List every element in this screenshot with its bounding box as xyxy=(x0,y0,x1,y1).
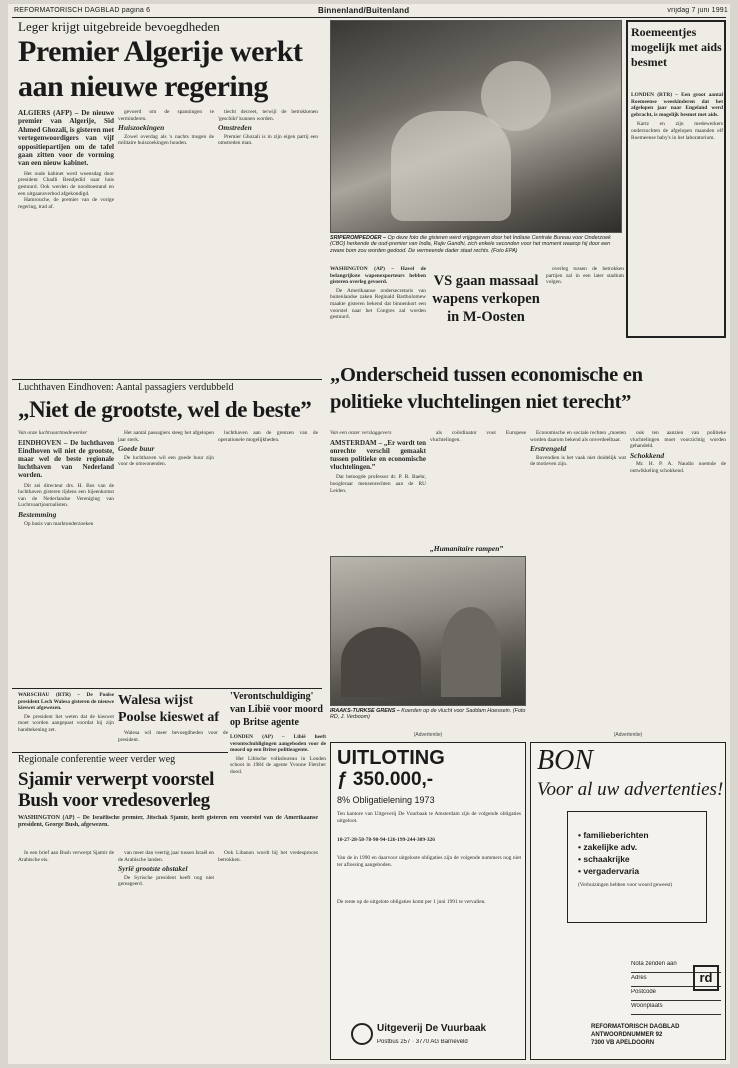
vluchtelingen-body-right: Economische en sociale rechten „moeten worden daarom bekend als onverdeelbaar. xyxy=(530,430,626,443)
eindhoven-subhead-bestemming: Bestemming xyxy=(18,509,57,519)
algeria-col-1 xyxy=(18,109,114,374)
walesa-col-1 xyxy=(18,692,114,750)
ad-bon-bullet-2-text: zakelijke adv. xyxy=(583,842,638,852)
walesa-dateline: WARSCHAU (RTR) – xyxy=(18,692,80,698)
vuurbaak-logo-icon xyxy=(351,1023,373,1045)
libie-headline-3: op Britse agente xyxy=(230,717,299,728)
walesa-col-2: Walesa wil meer bevoegdheden voor de president. xyxy=(118,730,228,743)
walesa-headline xyxy=(118,692,228,728)
ad-bon-line-1: BON xyxy=(537,745,593,776)
middle-rule xyxy=(12,688,322,689)
vluchtelingen-headline-1: „Onderscheid tussen economische en xyxy=(330,364,643,386)
algeria-kicker: Leger krijgt uitgebreide bevoegdheden xyxy=(18,19,220,34)
vluchtelingen-headline xyxy=(330,362,726,426)
roemeenties-body xyxy=(631,92,723,334)
ad-uitloting-bond: 8% Obligatielening 1973 xyxy=(337,795,435,805)
gandhi-caption xyxy=(330,235,622,261)
koerden-caption-text: Koerden op de vlucht voor Saddam Hoessein. (Foto RD, J. Verboom) xyxy=(330,708,526,721)
ad-bon-bullet-4: • vergadervaria xyxy=(578,866,640,876)
vluchtelingen-headline-2: politieke vluchtelingen niet terecht” xyxy=(330,391,632,413)
walesa-headline-1: Walesa wijst xyxy=(118,693,194,708)
folio-center: Binnenland/Buitenland xyxy=(318,6,410,15)
vs-headline-3: in M-Oosten xyxy=(447,309,525,325)
libie-headline xyxy=(230,690,326,736)
vluchtelingen-body: Dat betoogde professor dr. P. R. Baehr, hoogleraar mensenrechten aan de RU Leiden. xyxy=(330,474,426,494)
vluchtelingen-byline: Van een onzer verslaggevers xyxy=(330,430,392,436)
ad-bon-bullet-2: • zakelijke adv. xyxy=(578,842,638,852)
algeria-col-3 xyxy=(218,109,318,374)
vs-lead: Havel de belangrijkste wapenexporteurs hebben gisteren overleg gevoerd. xyxy=(330,266,426,286)
syria-body: In een brief aan Bush verwerpt Sjamir de Arabische eis. xyxy=(18,850,114,863)
ad-bon-bullet-1-text: familieberichten xyxy=(583,830,649,840)
walesa-headline-2: Poolse kieswet af xyxy=(118,710,220,725)
ad-bon-bullet-4-text: vergadervaria xyxy=(583,866,640,876)
folio-right: vrijdag 7 juni 1991 xyxy=(667,7,728,14)
vluchtelingen-col-3: Economische en sociale rechten „moeten worden daarom bekend als onverdeelbaar. Erstrengeld Bovendien is het vaak niet duidelijk wat de motieven zijn. xyxy=(530,430,626,468)
koerden-photo xyxy=(330,556,526,706)
ad-right-label: (Advertentie) xyxy=(613,732,643,738)
koerden-caption xyxy=(330,708,526,728)
syria-rule xyxy=(12,752,228,753)
syria-headline-1: Sjamir verwerpt voorstel xyxy=(18,769,215,790)
folio-left: REFORMATORISCH DAGBLAD pagina 6 xyxy=(14,7,151,14)
ad-bon-address-3: 7300 VB APELDOORN xyxy=(591,1040,655,1046)
algeria-lead: De nieuwe premier van Algerije, Sid Ahmed Ghozali, is gisteren met vertegenwoordigers van vijf oppositiepartijen om de tafel gaan zitten voor de vorming van een nieuw kabinet. xyxy=(18,109,114,168)
syria-col-3: Ook Libanon wordt bij het vredesproces betrokken. xyxy=(218,850,318,863)
eindhoven-kicker: Luchthaven Eindhoven: Aantal passagiers verdubbeld xyxy=(18,382,234,393)
syria-dateline: WASHINGTON (AP) – xyxy=(18,815,81,821)
eindhoven-body: Dit zei directeur drs. H. Bos van de luchthaven gisteren tijdens een bijeenkomst van de Nederlandse Vereniging van Luchtvaartjournalisten. xyxy=(18,482,114,509)
ad-bon-form-label-adres: Adres xyxy=(631,975,647,981)
algeria-col3-text-b: Premier Ghozali is in zijn eigen partij een omstreden man. xyxy=(218,133,318,147)
vs-dateline: WASHINGTON (AP) – xyxy=(330,266,395,272)
ad-bon xyxy=(530,742,726,1060)
ad-bon-inner xyxy=(567,811,707,923)
algeria-col3-text: tiecht decreet, terwijl de betrokkenen 'geschikt' kunnen worden. xyxy=(218,109,318,122)
eindhoven-body-2: Op basis van marktonderzoeken xyxy=(24,520,94,527)
algeria-col-2 xyxy=(118,109,214,374)
gandhi-caption-lead: SRIPEROMPEDOER – xyxy=(330,235,387,241)
syria-col-2: van meer dan veertig jaar tussen Israël en de Arabische landen. Syrië grootste obstakel De Syrische president heeft nog niet gereageerd. xyxy=(118,850,214,888)
ad-bon-bullet-3: • schaakrijke xyxy=(578,854,630,864)
eindhoven-subhead-goede-buur: Goede buur xyxy=(118,444,155,454)
syria-headline-2: Bush voor vredesoverleg xyxy=(18,790,210,811)
vs-body: De Amerikaanse ondersecretaris van buitenlandse zaken Reginald Bartholomew maakte gisteren bekend dat binnenkort een voorstel naar het Congres zal worden gestuurd. xyxy=(330,287,426,321)
koerden-caption-lead: IRAAKS-TURKSE GRENS – xyxy=(330,708,400,714)
gandhi-photo xyxy=(330,20,622,233)
syria-kicker: Regionale conferentie weer verder weg xyxy=(18,754,176,765)
vluchtelingen-subhead-erstrengeld: Erstrengeld xyxy=(530,444,567,454)
eindhoven-lead: De luchthaven Eindhoven wil niet de grootste, maar wel de beste regionale luchthaven van Nederland worden. xyxy=(18,438,114,480)
walesa-lead: De Poolse president Lech Walesa gisteren de nieuwe kieswet afgewezen. xyxy=(18,692,114,712)
roemeenties-text: Kartz en zijn medewerkers onderzochten de afgelopen maanden elf Roemeense baby's in het laboratorium. xyxy=(631,121,723,141)
vs-col-1 xyxy=(330,266,426,356)
syria-subhead: Syrië grootste obstakel xyxy=(118,864,188,874)
ad-uitloting-amount: ƒ 350.000,- xyxy=(337,769,434,790)
ad-uitloting-address: Postbus 257 · 3770 AG Barneveld xyxy=(377,1039,468,1045)
ad-uitloting-text: Ten kantore van Uitgeverij De Vuurbaak te Amsterdam zijn de volgende obligaties uitgeloot. xyxy=(337,811,521,824)
eindhoven-col-3: luchthaven aan de grenzen van de operationele mogelijkheden. xyxy=(218,430,318,443)
ad-bon-form-label-woonplaats: Woonplaats xyxy=(631,1003,663,1009)
vluchtelingen-subhead-humanitaire: „Humanitaire rampen” xyxy=(430,544,504,553)
algeria-dateline: ALGIERS (AFP) – xyxy=(18,109,79,117)
vluchtelingen-subhead-schokkend: Schokkend xyxy=(630,450,665,460)
ad-bon-form-label-postcode: Postcode xyxy=(631,989,657,995)
gandhi-caption-text: Op deze foto die gisteren werd vrijgegeven door het Indiase Centrale Bureau voor Onderzoek (CBO) herkende de oud-premier van India, Rajiv Gandhi, zich enkele seconden voor het moment waarop hij door een zware bom zou worden gedood. De vermeende dader staat rechts. (Foto EPA) xyxy=(330,235,611,254)
algeria-subhead-huiszoekingen: Huiszoekingen xyxy=(118,123,165,133)
ad-bon-address xyxy=(591,1023,721,1057)
rd-logo: rd xyxy=(693,965,719,991)
vs-col-3: overleg tussen de betrokken partijen zal in een later stadium volgen. xyxy=(546,266,624,286)
vs-headline-2: wapens verkopen xyxy=(432,291,540,307)
ad-uitloting-note: Van de in 1990 en daarvoor uitgeloste obligaties zijn de volgende nummers nog niet ter aflossing aangeboden. xyxy=(337,855,521,868)
ad-left-label: (Advertentie) xyxy=(413,732,443,738)
masthead-rule xyxy=(12,17,726,18)
ad-bon-form-field-woonplaats[interactable] xyxy=(631,1003,721,1015)
vs-headline xyxy=(430,272,542,342)
algeria-subhead-omstreden: Omstreden xyxy=(218,123,252,133)
vluchtelingen-col-2: als coördinator voor Europese vluchtelingen. xyxy=(430,430,526,443)
libie-dateline: LONDEN (AP) – xyxy=(230,734,285,740)
ad-bon-line-2: Voor al uw advertenties! xyxy=(537,779,723,800)
vluchtelingen-col-4: ook ten aanzien van politieke vluchtelingen moet voorzichtig worden gehandeld. Schokkend Mr. H. P. A. Naudin noemde de ontwikkeling schokkend. xyxy=(630,430,726,474)
ad-bon-bullet-1: • familieberichten xyxy=(578,830,649,840)
vluchtelingen-lead: „Er wordt ten onrechte verschil gemaakt tussen politieke en economische vluchtelingen.” xyxy=(330,438,426,472)
libie-text: Het Libische volksbureau in Londen schoot in 1984 de agente Yvonne Fletcher dood. xyxy=(230,755,326,775)
algeria-headline-1: Premier Algerije werkt xyxy=(18,35,303,68)
newspaper-page xyxy=(8,4,730,1064)
ad-uitloting-brand: Uitgeverij De Vuurbaak xyxy=(377,1023,487,1034)
syria-lead-block xyxy=(18,815,318,847)
walesa-body: De president liet weten dat de kieswet moet worden aangepast voordat hij zijn handtekening zet. xyxy=(18,713,114,733)
ad-bon-address-2: ANTWOORDNUMMER 92 xyxy=(591,1032,663,1038)
eindhoven-col-2: Het aantal passagiers steeg het afgelopen jaar sterk. Goede buur De luchthaven wil een goede buur zijn voor de omwonenden. xyxy=(118,430,214,468)
ad-uitloting-title: UITLOTING xyxy=(337,747,445,769)
vs-headline-1: VS gaan massaal xyxy=(433,273,539,289)
libie-headline-2: van Libië voor moord xyxy=(230,704,323,715)
upper-section-rule xyxy=(12,379,322,380)
eindhoven-dateline: EINDHOVEN – xyxy=(18,438,68,447)
ad-uitloting-numbers: 10-27-28-58-78-90-94-126-199-244-309-326 xyxy=(337,837,435,843)
algeria-body-1: Het oude kabinet werd woensdag door president Chadli Bendjedid naar huis gestuurd. Ook werden de noodtoestand en een uitgaansverbod afgekondigd. xyxy=(18,170,114,197)
algeria-col2-text: gevoerd om de spanningen te verminderen. xyxy=(118,109,214,122)
roemeenties-dateline: LONDEN (RTR) – xyxy=(631,92,678,98)
algeria-body-2: Hamrouche, de premier van de vorige regering, trad af. xyxy=(18,197,114,210)
vluchtelingen-dateline: AMSTERDAM – xyxy=(330,438,383,447)
ad-bon-bullet-note: (Verhuizingen hebben voor woord geweest) xyxy=(578,882,673,888)
ad-bon-bullet-3-text: schaakrijke xyxy=(583,854,630,864)
roemeenties-title: Roemeentjes mogelijk met aids besmet xyxy=(631,25,722,69)
roemeenties-lead: Een groot aantal Roemeense weeskinderen dat het afgelopen jaar naar Engeland werd gebracht, is mogelijk besmet met aids. xyxy=(631,92,723,118)
algeria-col2-text-b: Zowel overdag als 's nachts mogen de militaire huiszoekingen houden. xyxy=(118,133,214,147)
algeria-headline-2: aan nieuwe regering xyxy=(18,70,268,103)
ad-uitloting xyxy=(330,742,526,1060)
vluchtelingen-col-1 xyxy=(330,430,426,554)
syria-lead: De Israëlische premier, Jitschak Sjamir, heeft gisteren een voorstel van de Amerikaanse president, George Bush, afgewezen. xyxy=(18,815,318,828)
eindhoven-byline: Van onze luchtvaartmedewerker xyxy=(18,430,88,436)
ad-bon-form-label-naam: Nota zenden aan xyxy=(631,961,677,967)
ad-uitloting-footer-note: De rente op de uitgelote obligaties komt per 1 juni 1991 te vervallen. xyxy=(337,899,486,905)
libie-lead: Libië heeft verontschuldigingen aangeboden voor de moord op een Britse politieagente. xyxy=(230,734,326,754)
eindhoven-headline: „Niet de grootste, wel de beste” xyxy=(18,397,312,422)
syria-col-1 xyxy=(18,850,114,1056)
ad-bon-address-1: REFORMATORISCH DAGBLAD xyxy=(591,1024,680,1030)
libie-headline-1: 'Verontschuldiging' xyxy=(230,691,314,702)
eindhoven-col-1 xyxy=(18,430,114,686)
